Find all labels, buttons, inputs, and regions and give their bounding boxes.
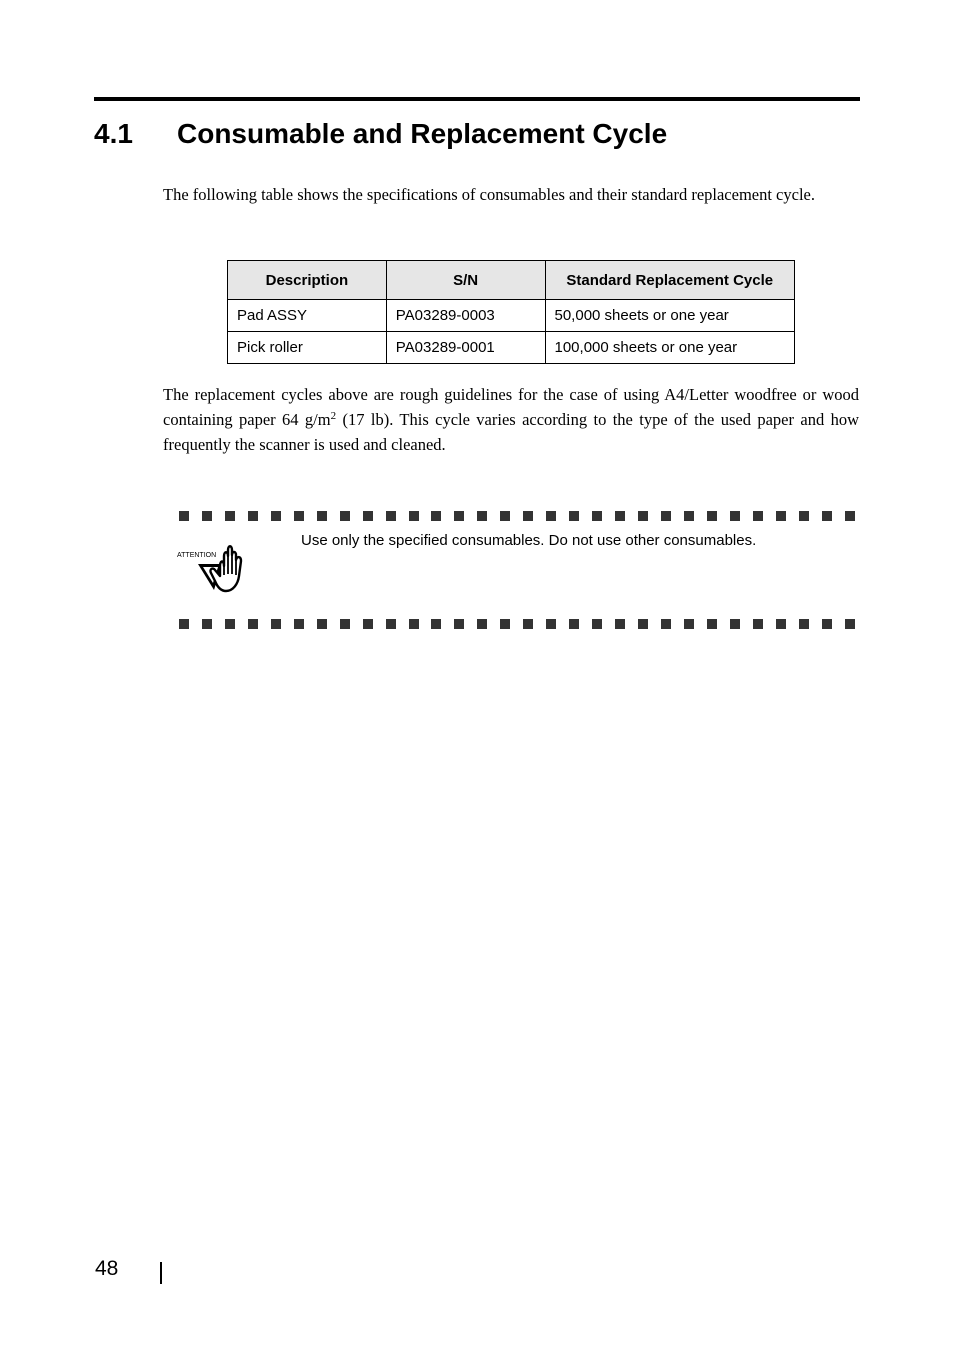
section-title: Consumable and Replacement Cycle bbox=[177, 118, 668, 149]
cell-serial-number: PA03289-0003 bbox=[386, 300, 545, 332]
border-square bbox=[294, 619, 304, 629]
border-square bbox=[386, 511, 396, 521]
border-square bbox=[454, 619, 464, 629]
border-square bbox=[202, 619, 212, 629]
border-square bbox=[592, 511, 602, 521]
border-square bbox=[615, 619, 625, 629]
border-square bbox=[179, 619, 189, 629]
cell-replacement-cycle: 100,000 sheets or one year bbox=[545, 332, 795, 364]
border-square bbox=[684, 511, 694, 521]
attention-text: Use only the specified consumables. Do not use other consumables. bbox=[301, 532, 757, 549]
section-number: 4.1 bbox=[94, 118, 133, 149]
border-square bbox=[638, 511, 648, 521]
border-square bbox=[271, 619, 281, 629]
intro-paragraph: The following table shows the specifications of consumables and their standard replacement cycle. bbox=[163, 185, 815, 204]
border-square bbox=[822, 619, 832, 629]
border-square bbox=[845, 619, 855, 629]
consumables-table bbox=[227, 260, 795, 364]
border-square bbox=[730, 619, 740, 629]
border-square bbox=[822, 511, 832, 521]
border-square bbox=[363, 511, 373, 521]
border-square bbox=[799, 619, 809, 629]
border-square bbox=[431, 511, 441, 521]
border-square bbox=[753, 619, 763, 629]
border-square bbox=[477, 511, 487, 521]
note-text-end: (17 lb). This cycle varies according to the type of the used paper and how frequently the scanner is used and cleaned. bbox=[163, 410, 859, 454]
border-square bbox=[477, 619, 487, 629]
border-square bbox=[409, 511, 419, 521]
page-number-bar bbox=[160, 1262, 162, 1284]
header-description: Description bbox=[228, 261, 387, 300]
table-header-row bbox=[228, 261, 795, 300]
table-row bbox=[228, 332, 795, 364]
border-square bbox=[707, 619, 717, 629]
header-replacement-cycle: Standard Replacement Cycle bbox=[545, 261, 795, 300]
border-square bbox=[340, 619, 350, 629]
top-rule bbox=[94, 97, 860, 101]
border-square bbox=[592, 619, 602, 629]
section-heading bbox=[94, 116, 667, 152]
table-row bbox=[228, 300, 795, 332]
border-square bbox=[569, 619, 579, 629]
header-serial-number: S/N bbox=[386, 261, 545, 300]
border-square bbox=[225, 511, 235, 521]
border-square bbox=[179, 511, 189, 521]
border-square bbox=[730, 511, 740, 521]
attention-hand-icon bbox=[176, 542, 256, 596]
border-square bbox=[294, 511, 304, 521]
border-square bbox=[202, 511, 212, 521]
replacement-note-paragraph bbox=[163, 382, 859, 457]
border-square bbox=[454, 511, 464, 521]
border-square bbox=[661, 511, 671, 521]
border-square bbox=[225, 619, 235, 629]
border-square bbox=[317, 511, 327, 521]
attention-hand-graphic bbox=[176, 542, 256, 596]
border-square bbox=[684, 619, 694, 629]
border-square bbox=[845, 511, 855, 521]
border-square bbox=[661, 619, 671, 629]
page-number: 48 bbox=[95, 1257, 119, 1280]
border-square bbox=[546, 511, 556, 521]
border-square bbox=[569, 511, 579, 521]
border-square bbox=[340, 511, 350, 521]
note-superscript: 2 bbox=[330, 410, 337, 422]
border-square bbox=[753, 511, 763, 521]
border-square bbox=[523, 511, 533, 521]
border-square bbox=[500, 511, 510, 521]
border-square bbox=[546, 619, 556, 629]
border-square bbox=[776, 619, 786, 629]
border-square bbox=[271, 511, 281, 521]
border-square bbox=[707, 511, 717, 521]
attention-bottom-border bbox=[179, 619, 855, 629]
border-square bbox=[317, 619, 327, 629]
cell-description: Pick roller bbox=[228, 332, 387, 364]
border-square bbox=[431, 619, 441, 629]
attention-label: ATTENTION bbox=[177, 552, 217, 559]
cell-replacement-cycle: 50,000 sheets or one year bbox=[545, 300, 795, 332]
border-square bbox=[615, 511, 625, 521]
border-square bbox=[523, 619, 533, 629]
border-square bbox=[363, 619, 373, 629]
border-square bbox=[386, 619, 396, 629]
border-square bbox=[248, 511, 258, 521]
border-square bbox=[500, 619, 510, 629]
border-square bbox=[776, 511, 786, 521]
border-square bbox=[248, 619, 258, 629]
border-square bbox=[409, 619, 419, 629]
attention-top-border bbox=[179, 511, 855, 521]
border-square bbox=[638, 619, 648, 629]
cell-description: Pad ASSY bbox=[228, 300, 387, 332]
note-text-start: The replacement cycles above are rough guidelines for the case of using A4/Letter woodfree or wood containing paper 64 g/m bbox=[163, 385, 859, 429]
border-square bbox=[799, 511, 809, 521]
cell-serial-number: PA03289-0001 bbox=[386, 332, 545, 364]
